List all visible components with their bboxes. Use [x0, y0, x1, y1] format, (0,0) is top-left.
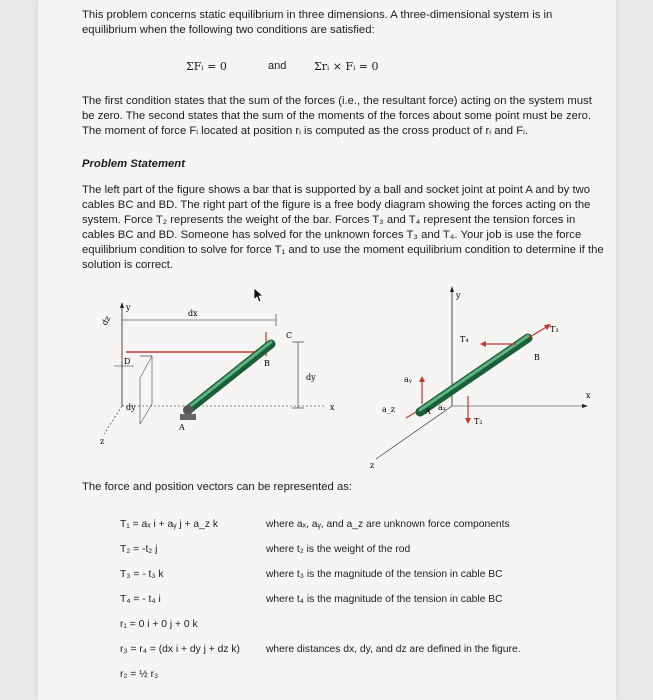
label-dz: dz	[99, 314, 113, 327]
label-x-right: x	[586, 391, 591, 400]
label-y-left: y	[126, 303, 131, 312]
problem-statement-body: The left part of the figure shows a bar that is supported by a ball and socket joint at point A and by two cables BC and BD. The right part of the figure is a free body diagram showing the forces acting on the system. Force T₂ represents the weight of the bar. Forces T₃ and T₄ represent the tension forces in cables BC and BD. Someone has solved for the unknown forces T₃ and T₄. Your job is use the force equilibrium condition to solve for force T₁ and to use the moment equilibrium condition to determine if the solution is correct.	[82, 184, 604, 271]
mouse-cursor-icon	[253, 287, 265, 303]
force-equation: ΣFᵢ = 0	[186, 60, 227, 73]
z-axis-left	[104, 406, 122, 434]
label-D: D	[124, 357, 131, 366]
force-az	[406, 412, 416, 418]
intro-paragraph: This problem concerns static equilibrium in three dimensions. A three-dimensional system is in equilibrium when the following two conditions are satisfied:	[82, 9, 553, 36]
ball-joint	[183, 405, 193, 415]
document-page	[38, 0, 616, 700]
label-dy: dy	[306, 373, 316, 382]
label-az: a_z	[382, 405, 395, 414]
label-z-left: z	[100, 437, 105, 446]
vector-r3-r4: r₃ = r₄ = (dx i + dy j + dz k)	[120, 644, 240, 655]
left-figure	[100, 302, 335, 446]
bar-right	[420, 338, 528, 412]
label-A-right: A	[425, 407, 431, 416]
label-T4: T₄	[460, 335, 469, 344]
vector-T2: T₂ = -t₂ j	[120, 544, 158, 555]
label-B: B	[264, 359, 270, 368]
force-T3	[528, 326, 548, 338]
vector-T1: T₁ = aₓ i + aᵧ j + a_z k	[120, 519, 219, 530]
label-ax: aₓ	[438, 403, 447, 412]
label-B-right: B	[534, 353, 540, 362]
label-y-right: y	[456, 291, 461, 300]
vector-T3: T₃ = - t₃ k	[120, 569, 164, 580]
vector-T3-desc: where t₃ is the magnitude of the tension in cable BC	[266, 569, 503, 580]
label-T2: T₂	[474, 417, 483, 426]
equilibrium-figure	[76, 284, 596, 479]
label-z-right: z	[370, 461, 375, 470]
vector-T4: T₄ = - t₄ i	[120, 594, 161, 605]
vector-r1: r₁ = 0 i + 0 j + 0 k	[120, 619, 198, 630]
vector-r3-desc: where distances dx, dy, and dz are defined in the figure.	[266, 644, 521, 655]
label-ay: aᵧ	[404, 375, 412, 384]
label-dy-side: dy	[126, 403, 136, 412]
label-x-left: x	[330, 403, 335, 412]
problem-statement-title: Problem Statement	[82, 158, 185, 170]
vectors-caption: The force and position vectors can be represented as:	[82, 481, 353, 493]
bar-left	[188, 344, 271, 410]
vector-T4-desc: where t₄ is the magnitude of the tension in cable BC	[266, 594, 503, 605]
moment-equation: Σrᵢ × Fᵢ = 0	[314, 60, 379, 73]
label-T3: T₃	[550, 325, 559, 334]
label-C: C	[286, 331, 293, 340]
vector-T2-desc: where t₂ is the weight of the rod	[266, 544, 411, 555]
label-A-left: A	[179, 423, 185, 432]
vector-r2: r₂ = ½ r₃	[120, 669, 159, 680]
label-dx: dx	[188, 309, 198, 318]
right-figure	[370, 286, 591, 470]
explanation-paragraph: The first condition states that the sum of the forces (i.e., the resultant force) acting on the system must be zero. The second states that the sum of the moments of the forces about some point must be zero. The moment of force Fᵢ located at position rᵢ is computed as the cross product of rᵢ and Fᵢ.	[82, 95, 592, 137]
vector-T1-desc: where aₓ, aᵧ, and a_z are unknown force components	[266, 519, 510, 530]
equation-and: and	[268, 60, 287, 72]
